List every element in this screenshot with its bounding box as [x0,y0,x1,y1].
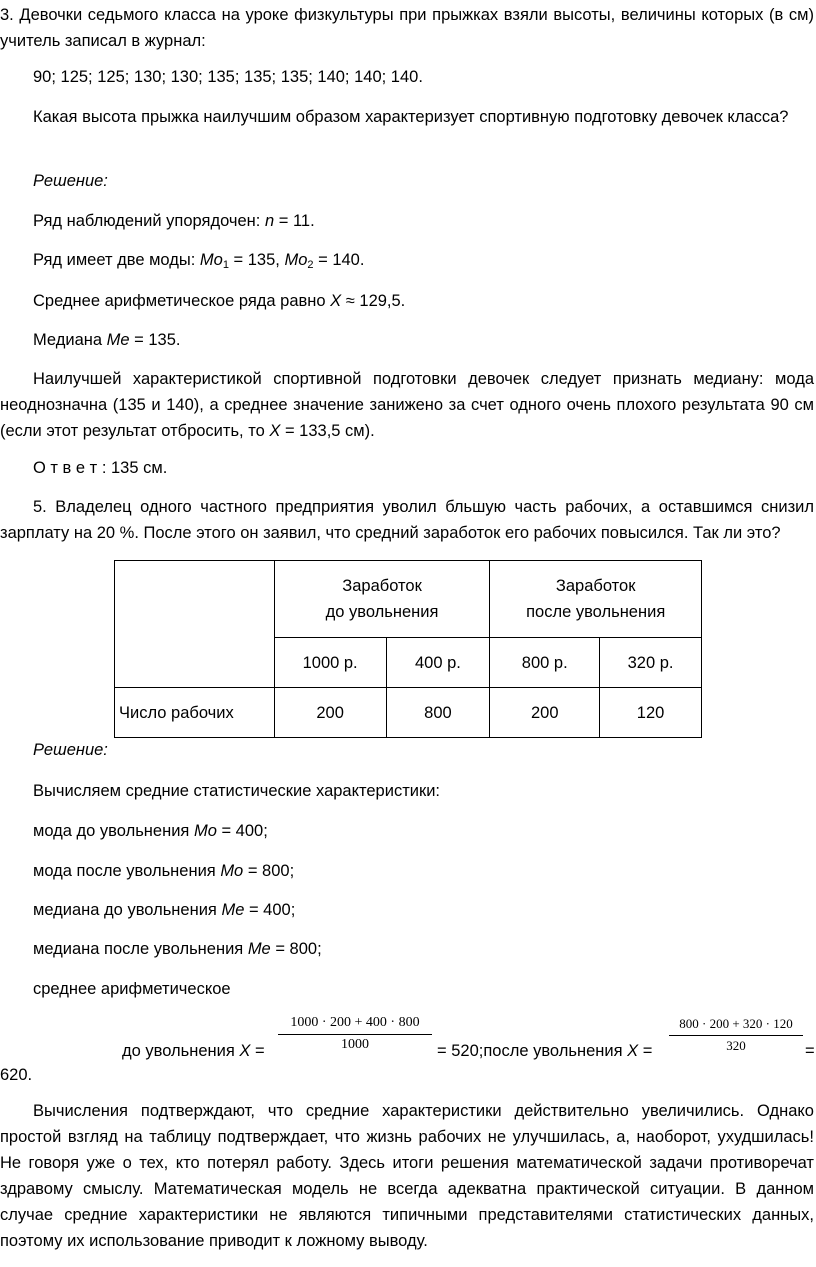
task3-question [0,104,814,130]
task3-line4 [0,327,814,353]
calc-intro-text: Вычисляем средние статистические характеристики: [33,782,440,800]
task3-line2 [0,247,814,278]
fraction-after [669,1016,803,1054]
equals-end: = [805,1042,815,1060]
mean-before-prefix: до увольнения [122,1042,240,1060]
task3-solution-label [0,168,814,194]
task3-statement [0,2,814,54]
var-x: X [330,292,342,310]
group-after-line1: Заработок [555,577,636,595]
mode-before [0,818,814,844]
var-me: Me [106,331,130,349]
line2-prefix: Ряд имеет две моды: [33,251,200,269]
answer-value: : 135 см. [97,459,168,477]
table-cell: 200 [274,688,386,738]
task5-solution-label [33,737,816,763]
table-row-label: Число рабочих [115,688,275,738]
mean-label-text: среднее арифметическое [33,980,231,998]
line1-suffix: = 11. [274,212,315,230]
table-cell: 400 р. [386,638,490,688]
table-cell: 120 [600,688,702,738]
task3-series-text: 90; 125; 125; 130; 130; 135; 135; 135; 140; 140; 140. [33,68,423,86]
median-after-prefix: медиана после увольнения [33,940,248,958]
fraction-after-denominator: 320 [726,1038,746,1053]
var-x: X [239,1042,251,1060]
median-after-suffix: = 800; [270,940,322,958]
task3-series [0,64,814,90]
line1-prefix: Ряд наблюдений упорядочен: [33,212,265,230]
task5-statement [0,494,814,546]
final-text: Вычисления подтверждают, что средние характеристики действительно увеличились. Однако простой взгляд на таблицу подтверждает, что жизнь рабочих не улучшилась, а, наоборот, ухудшилась! Не говоря уже о тех, кто потерял работу. Здесь итоги решения математической задачи противоречат здравому смыслу. Математическая модель не всегда адекватна практической ситуации. В данном случае средние характеристики не являются типичными представителями статистических данных, поэтому их использование приводит к ложному выводу. [0,1102,814,1250]
table-cell: 800 [386,688,490,738]
mean-mid-text [437,1038,652,1064]
var-x: X [627,1042,639,1060]
task5-final [0,1098,814,1254]
fraction-before-denominator: 1000 [341,1037,369,1052]
mode-after-prefix: мода после увольнения [33,862,221,880]
mean-before-text [122,1038,265,1064]
var-mo: Mo [193,822,217,840]
table-cell: 320 р. [600,638,702,688]
task5-calc-intro [0,778,814,804]
table-cell: 200 [490,688,600,738]
mode-before-suffix: = 400; [216,822,268,840]
sub-1: 1 [222,259,229,271]
group-before-line2: до увольнения [325,603,439,621]
wage-table [114,560,702,738]
task3-statement-text: 3. Девочки седьмого класса на уроке физкультуры при прыжках взяли высоты, величины которых (в см) учитель записал в журнал: [0,6,814,50]
median-after [0,936,814,962]
var-me: Me [247,940,271,958]
var-me: Me [221,901,245,919]
equals-sign: = [250,1042,265,1060]
mean-label [0,976,814,1002]
fraction-after-numerator: 800 · 200 + 320 · 120 [679,1016,793,1031]
mode-after [0,858,814,884]
answer-label: О т в е т [33,459,98,477]
task3-conclusion [0,366,814,444]
fraction-before-numerator: 1000 · 200 + 400 · 800 [290,1015,420,1030]
task3-line1 [0,208,814,234]
solution-label: Решение: [33,172,108,190]
group-before-header [274,561,490,638]
table-cell: 800 р. [490,638,600,688]
solution-label: Решение: [33,741,108,759]
conclusion-b: = 133,5 см). [280,422,375,440]
line4-prefix: Медиана [33,331,107,349]
task5-statement-text: 5. Владелец одного частного предприятия уволил бльшую часть рабочих, а оставшимся снизил зарплату на 20 %. После этого он заявил, что средний заработок его рабочих повысился. Так ли это? [0,498,814,542]
line2-mid: = 135, [228,251,285,269]
task3-answer [0,455,814,481]
task3-question-text: Какая высота прыжка наилучшим образом характеризует спортивную подготовку девочек класса? [33,108,789,126]
mode-after-suffix: = 800; [243,862,295,880]
mode-before-prefix: мода до увольнения [33,822,194,840]
median-before-prefix: медиана до увольнения [33,901,222,919]
group-after-line2: после увольнения [526,603,666,621]
line3-prefix: Среднее арифметическое ряда равно [33,292,331,310]
median-before-suffix: = 400; [244,901,296,919]
median-before [0,897,814,923]
result-after: 620. [0,1066,33,1084]
var-x: X [269,422,281,440]
conclusion-a: Наилучшей характеристикой спортивной подготовки девочек следует признать медиану: мода неоднозначна (135 и 140), а среднее значение занижено за счет одного очень плохого результата 90 см (если этот результат отбросить, то [0,370,814,440]
table-corner-cell [115,561,275,688]
line2-suffix: = 140. [313,251,365,269]
var-mo1: Mo [199,251,223,269]
var-mo2: Mo [284,251,308,269]
fraction-before [278,1015,432,1053]
equals-sign: = [638,1042,653,1060]
table-count-row [115,688,702,738]
var-n: n [264,212,275,230]
line4-suffix: = 135. [129,331,181,349]
sub-2: 2 [307,259,314,271]
line3-suffix: ≈ 129,5. [341,292,406,310]
table-header-row [115,561,702,638]
table-cell: 1000 р. [274,638,386,688]
var-mo: Mo [220,862,244,880]
task3-line3 [0,288,814,314]
group-after-header [490,561,702,638]
mean-mid: = 520;после увольнения [437,1042,628,1060]
group-before-line1: Заработок [342,577,422,595]
